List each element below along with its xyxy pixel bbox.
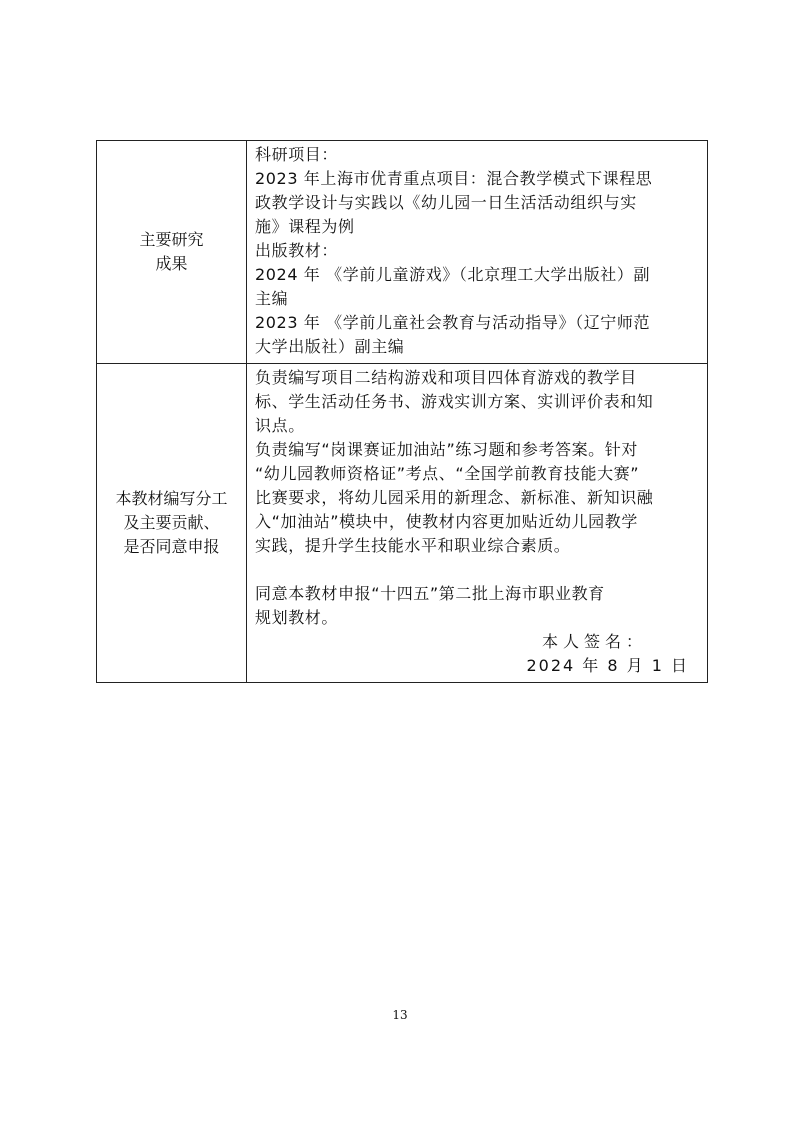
content-line: 施》课程为例 — [255, 217, 355, 236]
content-line: 标、学生活动任务书、游戏实训方案、实训评价表和知 — [255, 392, 654, 411]
agreement-line: 规划教材。 — [255, 608, 339, 627]
label-line: 成果 — [155, 254, 188, 273]
content-line: 科研项目： — [255, 145, 339, 164]
content-line: 比赛要求，将幼儿园采用的新理念、新标准、新知识融 — [255, 488, 654, 507]
content-line: 出版教材： — [255, 241, 339, 260]
label-line: 及主要贡献、 — [123, 513, 220, 532]
content-line: 实践，提升学生技能水平和职业综合素质。 — [255, 536, 571, 555]
content-line: 负责编写“岗课赛证加油站”练习题和参考答案。针对 — [255, 440, 638, 459]
page-number: 13 — [392, 1008, 408, 1022]
content-line: 2023 年上海市优青重点项目：混合教学模式下课程思 — [255, 169, 653, 188]
info-table — [96, 140, 708, 683]
contribution-content — [247, 364, 707, 682]
paragraph-gap — [255, 558, 699, 582]
contribution-label — [97, 364, 247, 682]
content-line: 主编 — [255, 289, 289, 308]
signature-label: 本人签名： — [541, 632, 647, 651]
signature-date: 2024 年 8 月 1 日 — [526, 656, 689, 675]
content-line: 2024 年 《学前儿童游戏》（北京理工大学出版社）副 — [255, 265, 651, 284]
label-line: 是否同意申报 — [123, 537, 220, 556]
content-line: 识点。 — [255, 416, 305, 435]
content-line: 入“加油站”模块中，使教材内容更加贴近幼儿园教学 — [255, 512, 638, 531]
content-line: “幼儿园教师资格证”考点、“全国学前教育技能大赛” — [255, 464, 640, 483]
contribution-row — [97, 363, 707, 682]
content-line: 政教学设计与实践以《幼儿园一日生活活动组织与实 — [255, 193, 637, 212]
content-line: 2023 年 《学前儿童社会教育与活动指导》（辽宁师范 — [255, 313, 651, 332]
agreement-line: 同意本教材申报“十四五”第二批上海市职业教育 — [255, 584, 605, 603]
label-line: 本教材编写分工 — [115, 489, 228, 508]
research-results-label — [97, 141, 247, 363]
label-line: 主要研究 — [139, 230, 204, 249]
content-line: 大学出版社）副主编 — [255, 337, 405, 356]
research-results-row — [97, 141, 707, 363]
research-results-content — [247, 141, 707, 363]
content-line: 负责编写项目二结构游戏和项目四体育游戏的教学目 — [255, 368, 637, 387]
